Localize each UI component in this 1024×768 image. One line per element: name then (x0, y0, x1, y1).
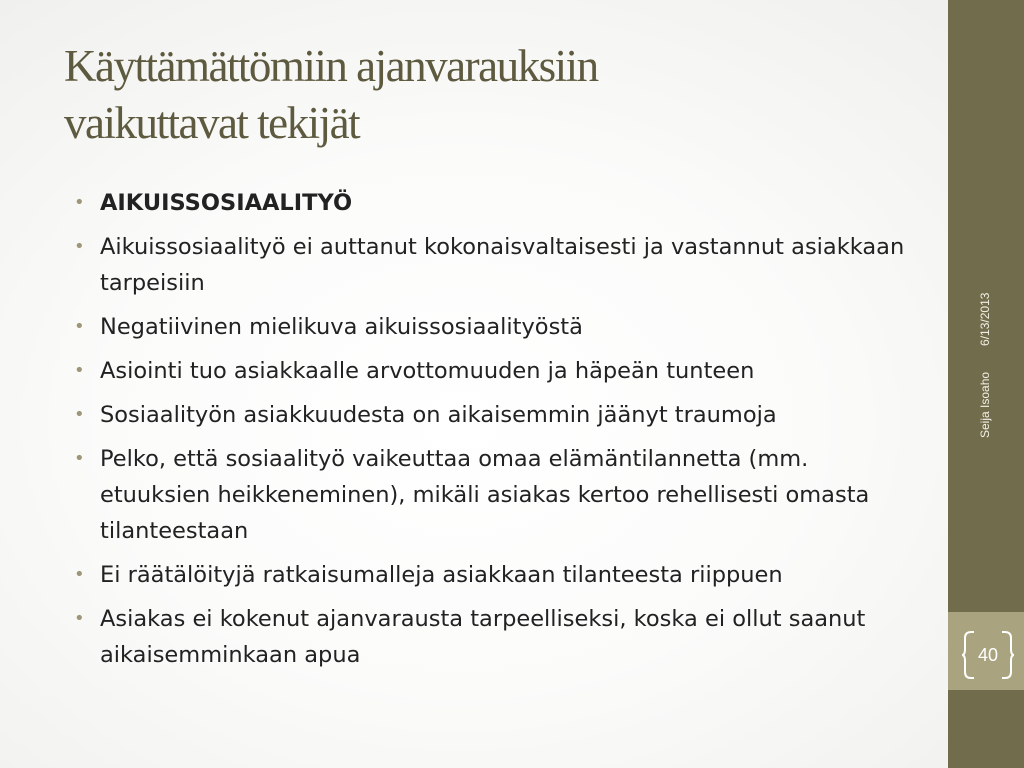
bullet-item (72, 353, 920, 389)
title-line-1: Käyttämättömiin ajanvarauksiin (64, 41, 598, 91)
bullet-item (72, 309, 920, 345)
bullet-item (72, 557, 920, 593)
bullet-item (72, 229, 920, 301)
vertical-footer (974, 138, 996, 438)
bullet-text: Aikuissosiaalityö ei auttanut kokonaisvaltaisesti ja vastannut asiakkaan tarpeisiin (100, 234, 905, 296)
bullet-text: AIKUISSOSIAALITYÖ (100, 190, 353, 216)
footer-author: Seija Isoaho (978, 371, 992, 438)
bullet-marker: • (74, 608, 85, 629)
bullet-item (72, 441, 920, 549)
slide-title (64, 38, 924, 152)
bullet-marker: • (74, 360, 85, 381)
bullet-text: Ei räätälöityjä ratkaisumalleja asiakkaan tilanteesta riippuen (100, 562, 783, 588)
title-line-2: vaikuttavat tekijät (64, 98, 360, 148)
bullet-item (72, 601, 920, 673)
bullet-marker: • (74, 448, 85, 469)
footer-date: 6/13/2013 (978, 292, 992, 346)
slide-number-badge (961, 631, 1015, 679)
bullet-marker: • (74, 404, 85, 425)
bullet-marker: • (74, 192, 85, 213)
bullet-text: Pelko, että sosiaalityö vaikeuttaa omaa elämäntilannetta (mm. etuuksien heikkeneminen), mikäli asiakas kertoo rehellisesti omasta tilanteestaan (100, 446, 870, 544)
slide-number: 40 (977, 645, 999, 665)
bullet-marker: • (74, 316, 85, 337)
bullet-text: Asiointi tuo asiakkaalle arvottomuuden ja häpeän tunteen (100, 358, 755, 384)
bullet-marker: • (74, 236, 85, 257)
bullet-marker: • (74, 564, 85, 585)
bullet-item (72, 397, 920, 433)
bullet-list (72, 185, 920, 681)
bullet-text: Asiakas ei kokenut ajanvarausta tarpeelliseksi, koska ei ollut saanut aikaisemminkaan apua (100, 606, 866, 668)
bullet-item (72, 185, 920, 221)
bullet-text: Negatiivinen mielikuva aikuissosiaalityöstä (100, 314, 583, 340)
bullet-text: Sosiaalityön asiakkuudesta on aikaisemmin jäänyt traumoja (100, 402, 777, 428)
